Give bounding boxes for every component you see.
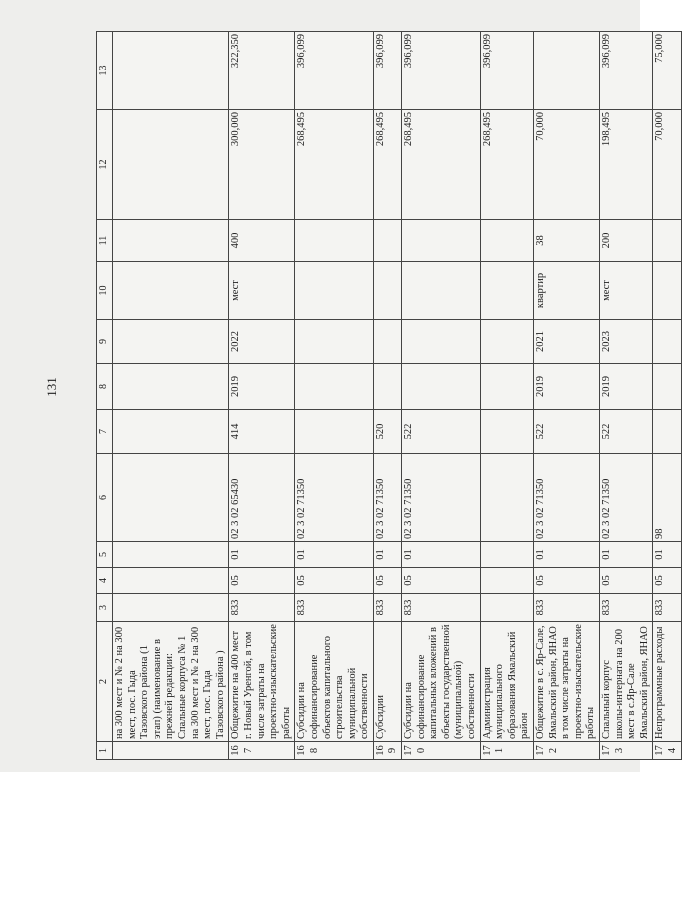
table-row: [599, 32, 652, 760]
cell-amount-1: 268,495: [402, 110, 481, 220]
row-name: Администрация муниципального образования Ямальский район: [480, 622, 533, 742]
header-cell: 4: [97, 568, 113, 594]
row-name: Общежитие в с. Яр-Сале, Ямальский район, ЯНАО в том числе затраты на проектно-изыскательские работы: [534, 622, 600, 742]
cell-start-year: 2019: [599, 364, 652, 410]
cell-capacity: 200: [599, 220, 652, 262]
cell-target-code: 02 3 02 71350: [373, 454, 401, 542]
table-row: [113, 32, 229, 760]
table-row: [295, 32, 374, 760]
cell-target-code: 02 3 02 71350: [295, 454, 374, 542]
cell-end-year: [653, 320, 681, 364]
cell-razdel: 05: [653, 568, 681, 594]
row-name: на 300 мест и № 2 на 300 мест, пос. Гыда Тазовского района (1 этап) (наименование в прежней редакции: Спальные корпуса № 1 на 300 мест и № 2 на 300 мест, пос. Гыда Тазовского района ): [113, 622, 229, 742]
cell-start-year: [402, 364, 481, 410]
cell-start-year: [373, 364, 401, 410]
cell-glava: 833: [373, 594, 401, 622]
cell-glava: [113, 594, 229, 622]
cell-razdel: [113, 568, 229, 594]
cell-glava: [480, 594, 533, 622]
cell-capacity: 38: [534, 220, 600, 262]
cell-podrazdel: [113, 542, 229, 568]
row-number: 167: [229, 742, 295, 760]
cell-amount-1: 70,000: [534, 110, 600, 220]
table-row: [653, 32, 681, 760]
cell-capacity: [295, 220, 374, 262]
row-name: Общежитие на 400 мест г. Новый Уренгой, в том числе затраты на проектно-изыскательские работы: [229, 622, 295, 742]
cell-target-code: [480, 454, 533, 542]
row-number: 170: [402, 742, 481, 760]
cell-expense-type: [295, 410, 374, 454]
cell-capacity: [480, 220, 533, 262]
row-name: Непрограммные расходы: [653, 622, 681, 742]
row-number: 171: [480, 742, 533, 760]
cell-razdel: 05: [373, 568, 401, 594]
cell-capacity: [653, 220, 681, 262]
cell-end-year: 2023: [599, 320, 652, 364]
cell-end-year: [373, 320, 401, 364]
cell-end-year: [295, 320, 374, 364]
row-number: 169: [373, 742, 401, 760]
cell-amount-1: 198,495: [599, 110, 652, 220]
table-row: [229, 32, 295, 760]
row-number: [113, 742, 229, 760]
cell-capacity: 400: [229, 220, 295, 262]
cell-end-year: 2021: [534, 320, 600, 364]
cell-podrazdel: 01: [402, 542, 481, 568]
cell-expense-type: 522: [402, 410, 481, 454]
cell-amount-1: [113, 110, 229, 220]
cell-target-code: 02 3 02 71350: [402, 454, 481, 542]
cell-razdel: [480, 568, 533, 594]
header-cell: 13: [97, 32, 113, 110]
row-name: Субсидии: [373, 622, 401, 742]
cell-podrazdel: 01: [599, 542, 652, 568]
cell-amount-2: 396,099: [402, 32, 481, 110]
cell-unit: [113, 262, 229, 320]
row-number: 172: [534, 742, 600, 760]
cell-glava: 833: [534, 594, 600, 622]
budget-table: [96, 31, 682, 760]
cell-unit: [653, 262, 681, 320]
table-header-row: [97, 32, 113, 760]
cell-expense-type: [113, 410, 229, 454]
cell-amount-2: [113, 32, 229, 110]
cell-unit: мест: [599, 262, 652, 320]
cell-unit: мест: [229, 262, 295, 320]
table-row: [534, 32, 600, 760]
cell-start-year: [113, 364, 229, 410]
cell-target-code: 02 3 02 65430: [229, 454, 295, 542]
header-cell: 2: [97, 622, 113, 742]
cell-expense-type: 520: [373, 410, 401, 454]
cell-razdel: 05: [534, 568, 600, 594]
cell-unit: [295, 262, 374, 320]
cell-target-code: 02 3 02 71350: [599, 454, 652, 542]
cell-amount-1: 300,000: [229, 110, 295, 220]
header-cell: 1: [97, 742, 113, 760]
cell-amount-1: 268,495: [295, 110, 374, 220]
header-cell: 5: [97, 542, 113, 568]
cell-glava: 833: [295, 594, 374, 622]
cell-unit: [402, 262, 481, 320]
cell-end-year: 2022: [229, 320, 295, 364]
cell-podrazdel: 01: [653, 542, 681, 568]
cell-podrazdel: 01: [534, 542, 600, 568]
cell-amount-2: 396,099: [373, 32, 401, 110]
cell-unit: [480, 262, 533, 320]
cell-expense-type: [653, 410, 681, 454]
cell-glava: 833: [599, 594, 652, 622]
cell-razdel: 05: [229, 568, 295, 594]
cell-amount-1: 268,495: [480, 110, 533, 220]
table-row: [373, 32, 401, 760]
cell-podrazdel: 01: [229, 542, 295, 568]
cell-amount-1: 70,000: [653, 110, 681, 220]
cell-start-year: [653, 364, 681, 410]
cell-amount-2: 396,099: [295, 32, 374, 110]
cell-razdel: 05: [402, 568, 481, 594]
header-cell: 10: [97, 262, 113, 320]
header-cell: 12: [97, 110, 113, 220]
cell-amount-2: 322,350: [229, 32, 295, 110]
cell-razdel: 05: [599, 568, 652, 594]
cell-target-code: 98: [653, 454, 681, 542]
cell-unit: [373, 262, 401, 320]
cell-podrazdel: [480, 542, 533, 568]
header-cell: 3: [97, 594, 113, 622]
cell-expense-type: [480, 410, 533, 454]
cell-glava: 833: [653, 594, 681, 622]
cell-end-year: [480, 320, 533, 364]
row-name: Спальный корпус школы-интерната на 200 мест в с.Яр-Сале Ямальский район, ЯНАО: [599, 622, 652, 742]
cell-glava: 833: [229, 594, 295, 622]
cell-podrazdel: 01: [373, 542, 401, 568]
header-cell: 9: [97, 320, 113, 364]
cell-target-code: [113, 454, 229, 542]
header-cell: 6: [97, 454, 113, 542]
cell-amount-2: 396,099: [599, 32, 652, 110]
row-number: 173: [599, 742, 652, 760]
cell-amount-2: 75,000: [653, 32, 681, 110]
cell-start-year: [480, 364, 533, 410]
cell-end-year: [402, 320, 481, 364]
cell-capacity: [373, 220, 401, 262]
cell-start-year: 2019: [229, 364, 295, 410]
cell-amount-2: 396,099: [480, 32, 533, 110]
cell-start-year: [295, 364, 374, 410]
row-name: Субсидии на софинансирование капитальных вложений в объекты государственной (муниципальной) собственности: [402, 622, 481, 742]
rotated-table-wrapper: [96, 32, 678, 760]
row-name: Субсидии на софинансирование объектов капитального строительства муниципальной собственности: [295, 622, 374, 742]
cell-expense-type: 414: [229, 410, 295, 454]
cell-glava: 833: [402, 594, 481, 622]
header-cell: 8: [97, 364, 113, 410]
cell-expense-type: 522: [599, 410, 652, 454]
row-number: 174: [653, 742, 681, 760]
cell-amount-1: 268,495: [373, 110, 401, 220]
cell-unit: квартир: [534, 262, 600, 320]
cell-target-code: 02 3 02 71350: [534, 454, 600, 542]
cell-capacity: [113, 220, 229, 262]
cell-end-year: [113, 320, 229, 364]
cell-amount-2: [534, 32, 600, 110]
cell-capacity: [402, 220, 481, 262]
header-cell: 7: [97, 410, 113, 454]
cell-razdel: 05: [295, 568, 374, 594]
cell-podrazdel: 01: [295, 542, 374, 568]
cell-start-year: 2019: [534, 364, 600, 410]
table-row: [402, 32, 481, 760]
header-cell: 11: [97, 220, 113, 262]
page-number: 131: [44, 377, 59, 397]
cell-expense-type: 522: [534, 410, 600, 454]
row-number: 168: [295, 742, 374, 760]
table-row: [480, 32, 533, 760]
